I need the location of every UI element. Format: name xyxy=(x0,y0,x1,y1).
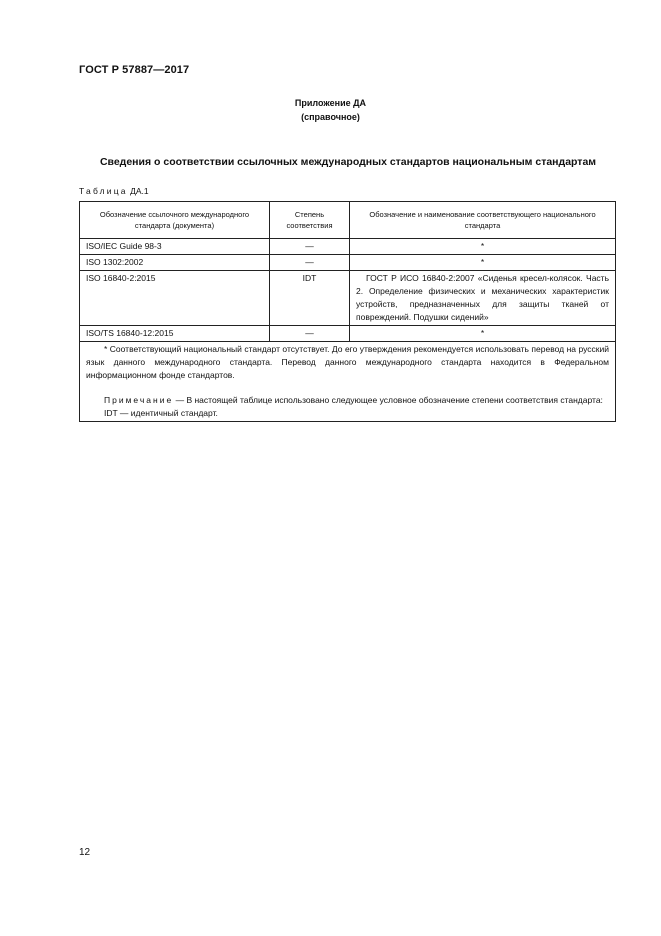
cell-national: * xyxy=(350,239,616,255)
table-caption xyxy=(79,186,149,196)
cell-national: * xyxy=(350,326,616,342)
cell-degree: — xyxy=(270,239,350,255)
header-international-standard: Обозначение ссылочного международного стандарта (документа) xyxy=(80,202,270,239)
header-degree: Степень соответствия xyxy=(270,202,350,239)
cell-ref: ISO/IEC Guide 98-3 xyxy=(80,239,270,255)
table-row xyxy=(80,326,616,342)
cell-ref: ISO 16840-2:2015 xyxy=(80,271,270,326)
table-caption-prefix: Таблица xyxy=(79,186,128,196)
cell-degree: — xyxy=(270,326,350,342)
appendix-heading xyxy=(0,96,661,124)
appendix-subtitle: (справочное) xyxy=(301,112,360,122)
header-national-standard: Обозначение и наименование соответствующего национального стандарта xyxy=(350,202,616,239)
cell-national: * xyxy=(350,255,616,271)
table-row xyxy=(80,239,616,255)
cell-degree: — xyxy=(270,255,350,271)
table-notes xyxy=(80,342,616,422)
section-title: Сведения о соответствии ссылочных международных стандартов национальным стандартам xyxy=(99,156,597,168)
page-number: 12 xyxy=(79,847,91,858)
table-row xyxy=(80,255,616,271)
table-row xyxy=(80,271,616,326)
table-note xyxy=(86,394,609,407)
cell-national: ГОСТ Р ИСО 16840-2:2007 «Сиденья кресел-колясок. Часть 2. Определение физических и механических характеристик устройств, предназначенных для защиты тканей от повреждений. Подушки сидений» xyxy=(350,271,616,326)
cell-ref: ISO/TS 16840-12:2015 xyxy=(80,326,270,342)
table-header-row xyxy=(80,202,616,239)
table-caption-number: ДА.1 xyxy=(130,186,149,196)
note-legend: IDT — идентичный стандарт. xyxy=(104,408,218,418)
appendix-title: Приложение ДА xyxy=(294,98,367,108)
document-header: ГОСТ Р 57887—2017 xyxy=(79,64,190,76)
reference-table xyxy=(79,201,616,422)
table-footnote: * Соответствующий национальный стандарт отсутствует. До его утверждения рекомендуется использовать перевод на русский язык данного международного стандарта. Перевод данного международного стандарта находится в Федеральном информационном фонде стандартов. xyxy=(86,344,609,380)
note-text: — В настоящей таблице использовано следующее условное обозначение степени соответствия стандарта: xyxy=(175,395,603,405)
table-notes-row xyxy=(80,342,616,422)
cell-ref: ISO 1302:2002 xyxy=(80,255,270,271)
note-label: Примечание xyxy=(104,395,174,405)
cell-degree: IDT xyxy=(270,271,350,326)
